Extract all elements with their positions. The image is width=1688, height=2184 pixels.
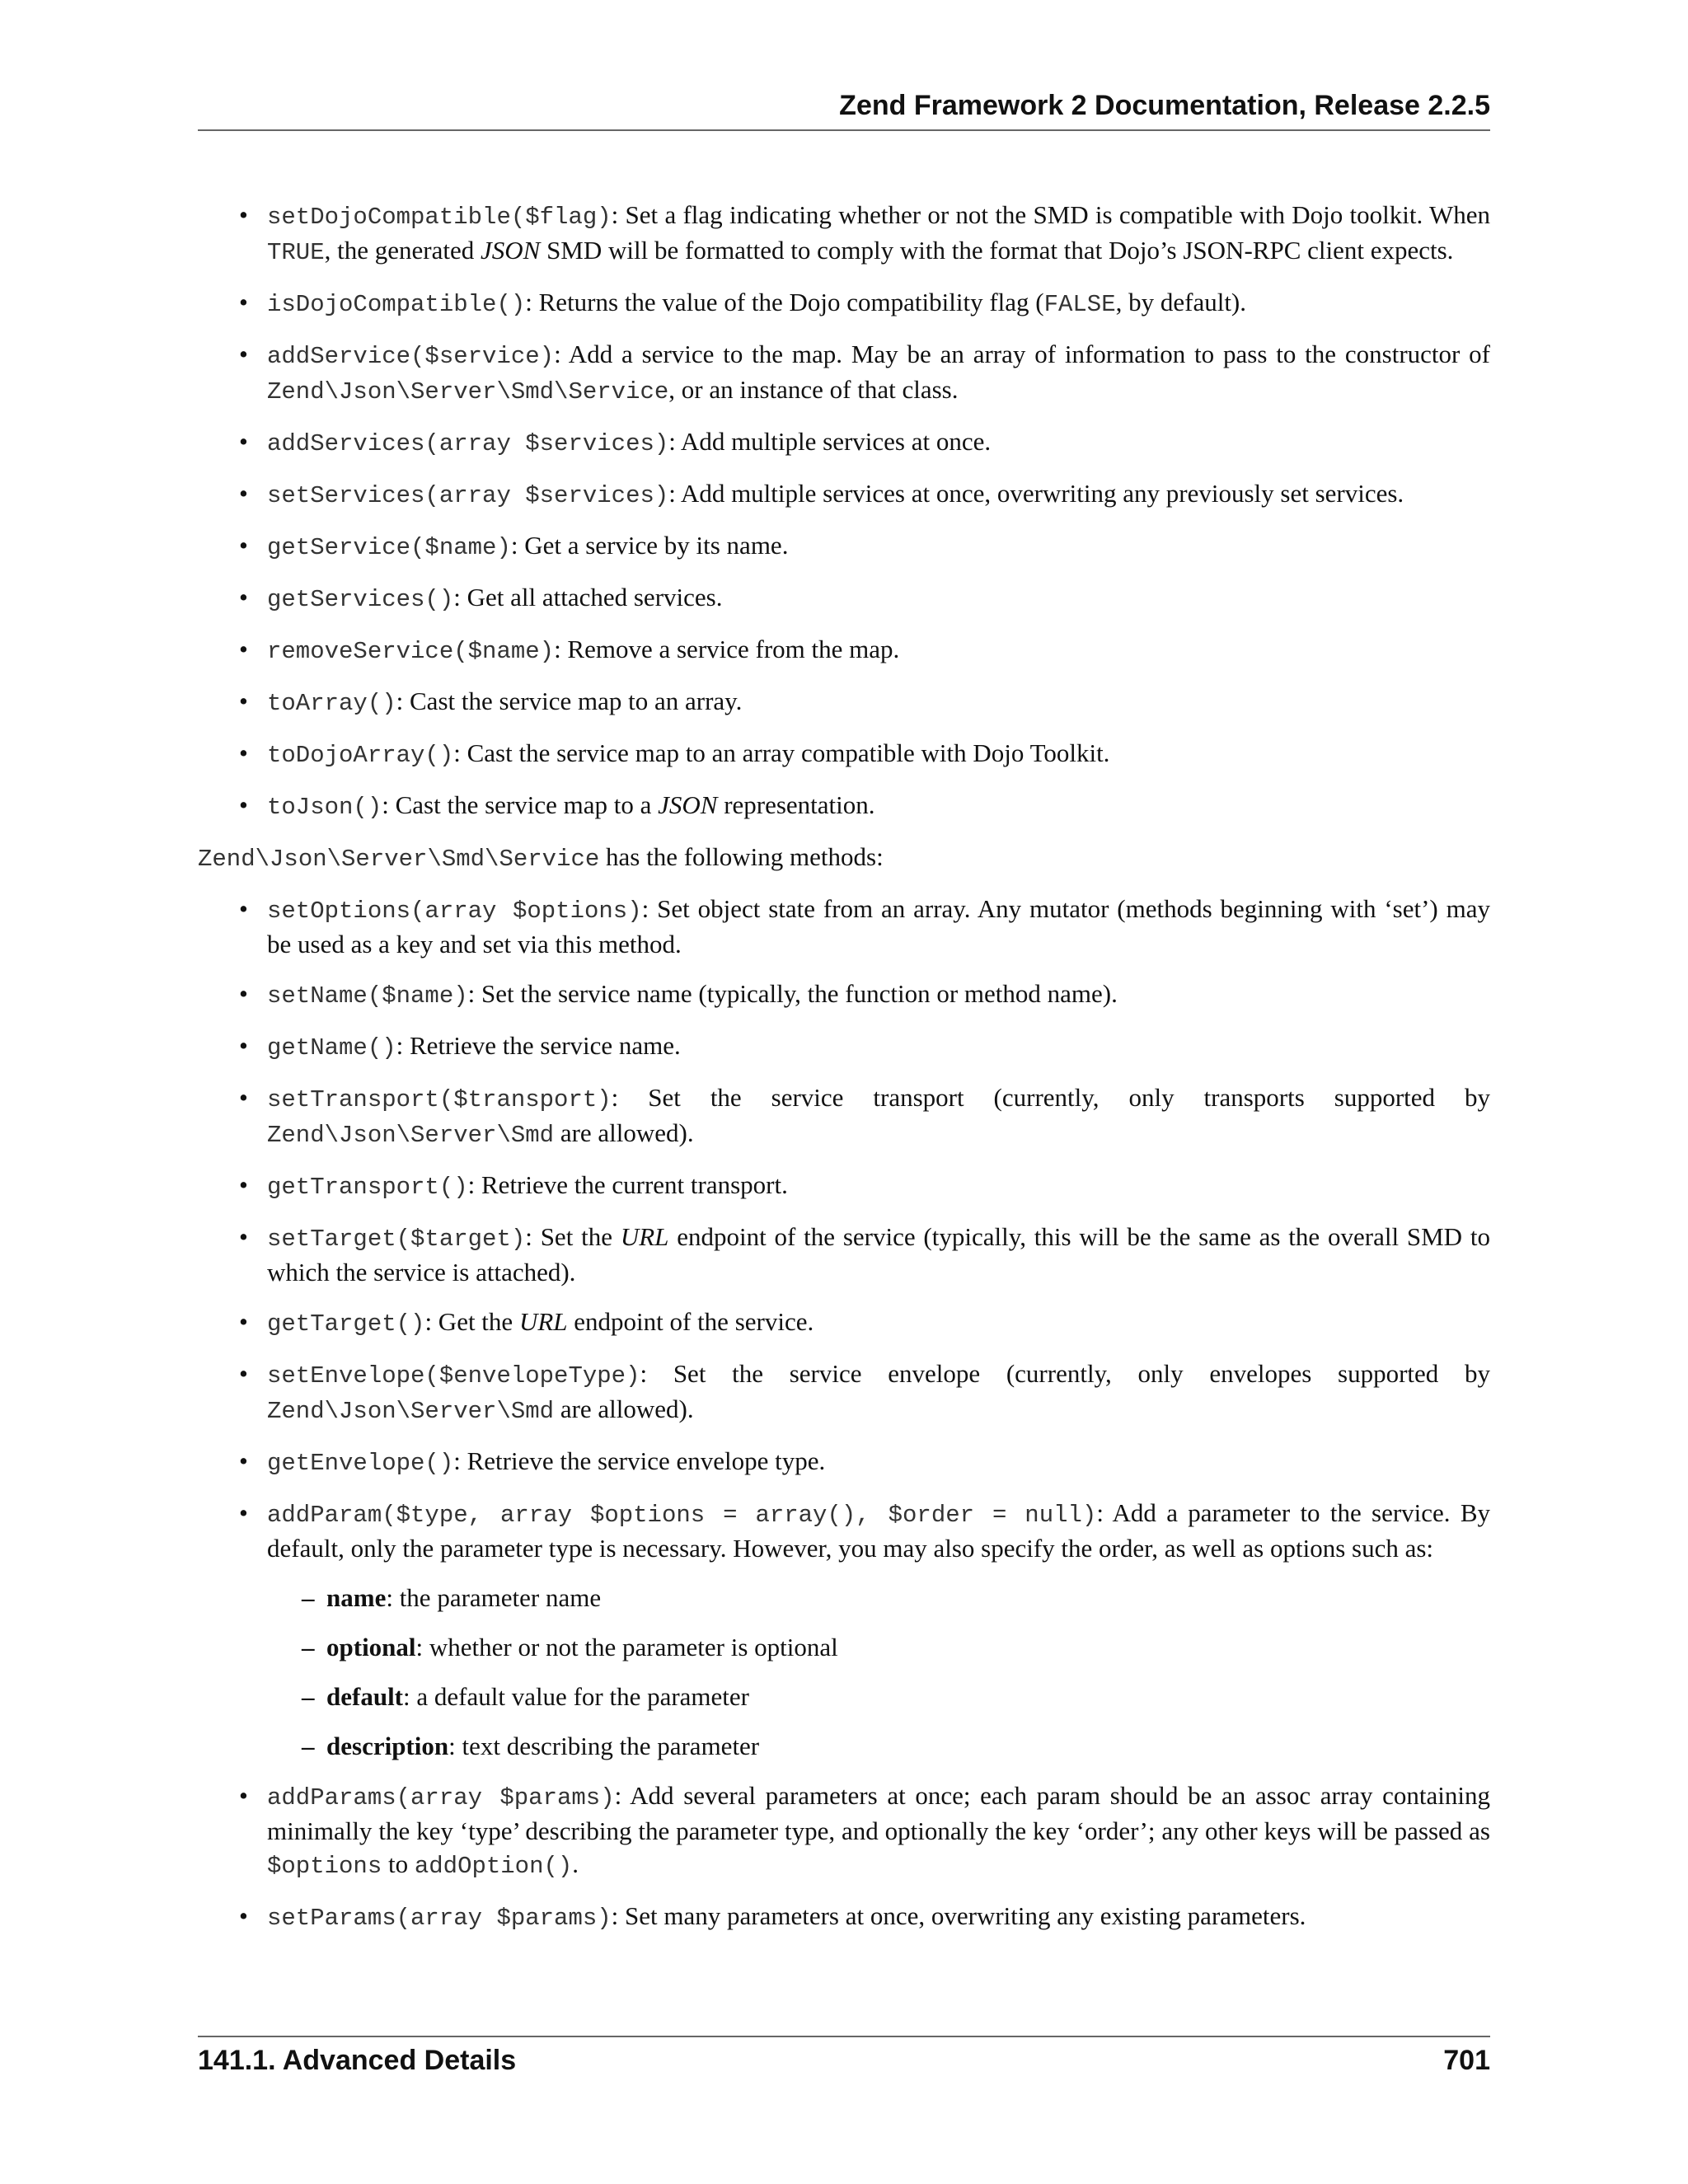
running-footer bbox=[198, 2042, 1490, 2079]
list-item: • setTransport($transport): Set the service transport (currently, only transports supported by Zend\Json\Server\Smd are allowed). bbox=[198, 1081, 1490, 1152]
list-item: • setName($name): Set the service name (typically, the function or method name). bbox=[198, 977, 1490, 1013]
list-item: • addParam($type, array $options = array(), $order = null): Add a parameter to the service. By default, only the parameter type is necessary. However, you may also specify the order, as well as options such as: – name: the parameter name – optional: whether or not the parameter is optional – default: a default value for the parameter – description: text describing the parameter bbox=[198, 1497, 1490, 1763]
list-item: • getEnvelope(): Retrieve the service envelope type. bbox=[198, 1445, 1490, 1480]
list-item: • isDojoCompatible(): Returns the value of the Dojo compatibility flag (FALSE, by default). bbox=[198, 286, 1490, 321]
header-rule bbox=[198, 129, 1490, 131]
list-item: • toArray(): Cast the service map to an array. bbox=[198, 685, 1490, 720]
list-item: • addServices(array $services): Add multiple services at once. bbox=[198, 425, 1490, 461]
list-item: • setEnvelope($envelopeType): Set the service envelope (currently, only envelopes supported by Zend\Json\Server\Smd are allowed). bbox=[198, 1357, 1490, 1428]
list-item: – description: text describing the parameter bbox=[267, 1730, 1490, 1763]
list-item: • addParams(array $params): Add several parameters at once; each param should be an assoc array containing minimally the key ‘type’ describing the parameter type, and optionally the key ‘order’; any other keys will be passed as $options to addOption(). bbox=[198, 1779, 1490, 1883]
smd-method-list bbox=[198, 199, 1490, 824]
list-item: • getServices(): Get all attached services. bbox=[198, 581, 1490, 616]
list-item: • getTarget(): Get the URL endpoint of the service. bbox=[198, 1305, 1490, 1341]
page-content bbox=[198, 199, 1490, 1952]
list-item: – name: the parameter name bbox=[267, 1582, 1490, 1615]
param-option-list bbox=[267, 1582, 1490, 1763]
list-item: • toDojoArray(): Cast the service map to an array compatible with Dojo Toolkit. bbox=[198, 737, 1490, 772]
service-method-list bbox=[198, 893, 1490, 1935]
list-item: • setDojoCompatible($flag): Set a flag indicating whether or not the SMD is compatible with Dojo toolkit. When TRUE, the generated JSON SMD will be formatted to comply with the format that Dojo’s JSON-RPC client expects. bbox=[198, 199, 1490, 269]
list-item: • getTransport(): Retrieve the current transport. bbox=[198, 1169, 1490, 1204]
list-item: • setOptions(array $options): Set object state from an array. Any mutator (methods beginning with ‘set’) may be used as a key and set via this method. bbox=[198, 893, 1490, 961]
running-header: Zend Framework 2 Documentation, Release 2.2.5 bbox=[839, 90, 1490, 121]
service-methods-intro: Zend\Json\Server\Smd\Service has the following methods: bbox=[198, 842, 884, 873]
list-item: • addService($service): Add a service to the map. May be an array of information to pass to the constructor of Zend\Json\Server\Smd\Service, or an instance of that class. bbox=[198, 338, 1490, 409]
list-item: • setServices(array $services): Add multiple services at once, overwriting any previously set services. bbox=[198, 477, 1490, 513]
list-item: • removeService($name): Remove a service from the map. bbox=[198, 633, 1490, 668]
list-item: • setParams(array $params): Set many parameters at once, overwriting any existing parameters. bbox=[198, 1900, 1490, 1935]
list-item: – optional: whether or not the parameter is optional bbox=[267, 1631, 1490, 1664]
list-item: • setTarget($target): Set the URL endpoint of the service (typically, this will be the same as the overall SMD to which the service is attached). bbox=[198, 1221, 1490, 1289]
page-number: 701 bbox=[1443, 2045, 1490, 2076]
footer-section-title: 141.1. Advanced Details bbox=[198, 2045, 517, 2076]
list-item: • getName(): Retrieve the service name. bbox=[198, 1029, 1490, 1065]
list-item: – default: a default value for the parameter bbox=[267, 1680, 1490, 1713]
footer-rule bbox=[198, 2036, 1490, 2037]
list-item: • getService($name): Get a service by its name. bbox=[198, 529, 1490, 565]
list-item: • toJson(): Cast the service map to a JSON representation. bbox=[198, 789, 1490, 824]
